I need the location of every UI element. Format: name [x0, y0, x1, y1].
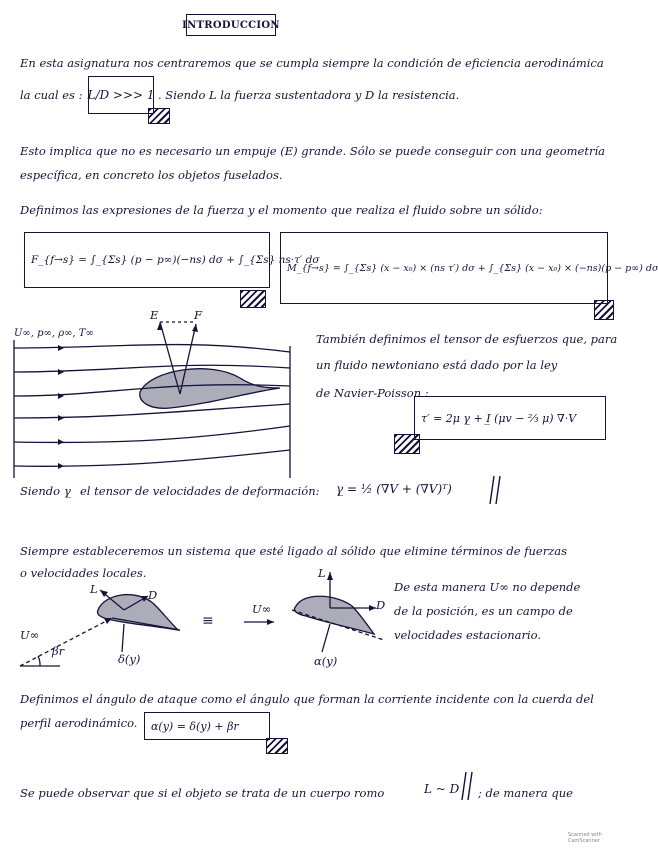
drag-label: D — [148, 588, 158, 602]
force-vector-label: F — [194, 308, 202, 322]
text-line: Siendo — [20, 484, 61, 498]
text-line: velocidades estacionario. — [394, 628, 542, 642]
beta-label: βr — [52, 644, 65, 658]
moment-formula: M_{f→s} = ∫_{Σs} (x − x₀) × (ns τ′) dσ + ∫_{Σs} (x − x₀) × (−ns)(p − p∞) dσ — [280, 232, 608, 304]
text-line: También definimos el tensor de esfuerzos que, para — [316, 332, 618, 346]
text-line: Definimos las expresiones de la fuerza y el momento que realiza el fluido sobre un sólido: — [20, 203, 543, 217]
strain-rate-formula: γ̲ = ½ (∇V + (∇V)ᵀ) — [336, 482, 452, 496]
page-title: INTRODUCCION — [186, 14, 276, 36]
text-line: de la posición, es un campo de — [394, 604, 573, 618]
scanner-watermark: Scanned with CamScanner — [568, 832, 602, 844]
text-line: Se puede observar que si el objeto se trata de un cuerpo romo — [20, 786, 385, 800]
drag-label-2: D — [376, 598, 386, 612]
text-line: Definimos el ángulo de ataque como el ángulo que forman la corriente incidente con la cuerda del — [20, 692, 594, 706]
delta-label: δ(y) — [118, 652, 141, 666]
text-line: Esto implica que no es necesario un empuje (E) grande. Sólo se puede conseguir con una geometría — [20, 144, 605, 158]
equivalence-symbol: ≡ — [202, 613, 214, 629]
lift-label: L — [90, 582, 98, 596]
text-line: específica, en concreto los objetos fuselados. — [20, 168, 283, 182]
text-line: de Navier-Poisson : — [316, 386, 429, 400]
freestream-label: U∞, p∞, ρ∞, T∞ — [14, 328, 94, 339]
text-line: ; de manera que — [478, 786, 573, 800]
text-line: . Siendo L la fuerza sustentadora y D la resistencia. — [158, 88, 460, 102]
alpha-label: α(y) — [314, 654, 338, 668]
text-line: un fluido newtoniano está dado por la ley — [316, 358, 558, 372]
force-formula: F_{f→s} = ∫_{Σs} (p − p∞)(−ns) dσ + ∫_{Σs} ns·τ′ dσ — [24, 232, 270, 288]
attack-angle-formula: α(y) = δ(y) + βr — [144, 712, 270, 740]
text-line: En esta asignatura nos centraremos que se cumpla siempre la condición de eficiencia aerodinámica — [20, 56, 604, 70]
lift-label-2: L — [318, 566, 326, 580]
text-line: o velocidades locales. — [20, 566, 147, 580]
text-line: De esta manera U∞ no depende — [394, 580, 581, 594]
lift-vector-label: E — [150, 308, 159, 322]
text-line: el tensor de velocidades de deformación: — [80, 484, 320, 498]
freestream-velocity-label: U∞ — [20, 628, 40, 642]
text-line: perfil aerodinámico. — [20, 716, 138, 730]
efficiency-formula: L/D >>> 1 — [88, 76, 154, 114]
blunt-body-formula: L ~ D — [424, 782, 460, 796]
freestream-velocity-label-2: U∞ — [252, 602, 272, 616]
text-line: Siempre estableceremos un sistema que esté ligado al sólido que elimine términos de fuerzas — [20, 544, 568, 558]
text-line: la cual es : — [20, 88, 83, 102]
strain-symbol: γ̲ — [64, 484, 71, 498]
stress-tensor-formula: τ′ = 2μ γ̲ + I̲ (μv − ⅔ μ) ∇·V — [414, 396, 606, 440]
